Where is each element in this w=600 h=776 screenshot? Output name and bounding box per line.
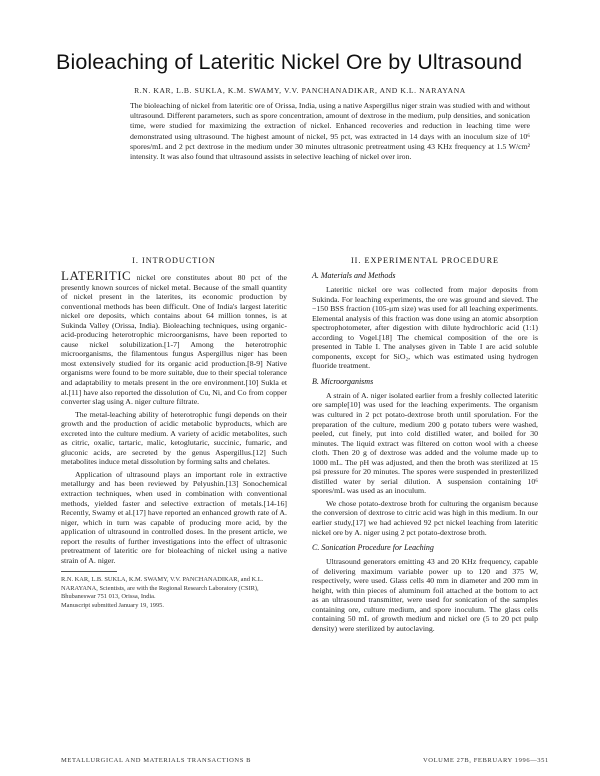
intro-paragraph-3: Application of ultrasound plays an important role in extractive metallurgy and has been reviewed by Pelyushin.[13] Sonochemical extraction techniques, when used in combination with conventional methods, yielded faster and selective extraction of metals.[14-16] Recently, Swamy et al.[17] have reported an enhanced growth rate of A. niger, which in turn was capable of producing more acid, by the application of ultrasound in controlled doses. In the present article, we report the results of further investigations into the effect of ultrasonic pretreatment of lateritic ore for bioleaching of nickel using a native strain of A. niger. bbox=[61, 469, 287, 565]
sonication-paragraph: Ultrasound generators emitting 43 and 20 KHz frequency, capable of delivering maximum variable power up to 120 and 375 W, respectively, were used. Glass cells 40 mm in diameter and 200 mm in height, with thin pieces of aluminum foil attached at the bottom to act as an ultrasound transmitter, were used for sonication of the samples containing ore, culture medium, and spore inoculum. The glass cells containing 50 mL of growth medium and nickel ore (5 to 20 pct pulp density) were sterilized by autoclaving. bbox=[312, 557, 538, 633]
footnote-block bbox=[61, 576, 287, 610]
intro-paragraph-1-text: nickel ore constitutes about 80 pct of the presently known sources of nickel metal. Because of the small quantity of nickel present in the laterites, its economic production by conventional methods has been difficult. One of India's largest lateritic nickel ore deposits, which contains about 64 million tonnes, is at Sukinda Valley (Orissa, India). Bioleaching techniques, using organic-acid-producing heterotrophic microorganisms, have been reported to cause nickel solubilization.[1-7] Among the heterotrophic microorganisms, the filamentous fungus Aspergillus niger has been most extensively studied for its organic acid production.[8-9] Native organisms were found to be more suitable, due to their special tolerance and adaptability to metals present in the ore environment.[10] Sukla et al.[11] have also reported the dissolution of Cu, Ni, and Co from copper converter slag using A. niger culture filtrate. bbox=[61, 273, 287, 407]
intro-paragraph-2: The metal-leaching ability of heterotrophic fungi depends on their growth and the production of acidic metabolic byproducts, which are excreted into the culture medium. A variety of acidic metabolites, such as citric, oxalic, tartaric, malic, ketoglutaric, succinic, fumaric, and gluconic acids, are secreted by the genus Aspergillus.[12] Such metabolites induce metal dissolution by forming salts and chelates. bbox=[61, 409, 287, 467]
subheading-sonication: C. Sonication Procedure for Leaching bbox=[312, 543, 434, 553]
footnote-affiliation: R.N. KAR, L.B. SUKLA, K.M. SWAMY, V.V. PANCHANADIKAR, and K.L. NARAYANA, Scientists, are with the Regional Research Laboratory (CSIR), Bhubaneswar 751 013, Orissa, India. bbox=[61, 576, 264, 600]
paper-title: Bioleaching of Lateritic Nickel Ore by Ultrasound bbox=[56, 50, 523, 74]
microorganisms-paragraph-2: We chose potato-dextrose broth for culturing the organism because the conversion of dextrose to citric acid was high in this medium. In our earlier study,[17] we had achieved 92 pct nickel leaching from lateritic nickel ore by A. niger using 2 pct potato-dextrose broth. bbox=[312, 498, 538, 537]
dropcap-word: LATERITIC bbox=[61, 268, 132, 283]
subheading-microorganisms: B. Microorganisms bbox=[312, 376, 374, 386]
footnote-rule bbox=[61, 571, 117, 572]
footer-journal: METALLURGICAL AND MATERIALS TRANSACTIONS B bbox=[61, 757, 252, 764]
section-heading-introduction: I. INTRODUCTION bbox=[132, 256, 216, 265]
right-column bbox=[312, 256, 538, 637]
footer-page-info: VOLUME 27B, FEBRUARY 1996—351 bbox=[423, 757, 549, 764]
left-column bbox=[61, 256, 287, 611]
subheading-materials: A. Materials and Methods bbox=[312, 271, 396, 280]
section-heading-experimental: II. EXPERIMENTAL PROCEDURE bbox=[350, 256, 500, 265]
footnote-submitted: Manuscript submitted January 19, 1995. bbox=[61, 602, 164, 610]
intro-paragraph-1 bbox=[61, 268, 287, 407]
author-list: R.N. KAR, L.B. SUKLA, K.M. SWAMY, V.V. PANCHANADIKAR, AND K.L. NARAYANA bbox=[134, 86, 466, 95]
abstract: The bioleaching of nickel from lateritic ore of Orissa, India, using a native Aspergillus niger strain was studied with and without ultrasound. Different parameters, such as spore concentration, amount of dextrose in the medium, pulp densities, and sonication time, were studied for maximizing the extraction of nickel. Enhanced recoveries and reduction in leaching time were demonstrated using ultrasound. The highest amount of nickel, 95 pct, was extracted in 14 days with an inoculum size of 10⁶ spores/mL and 2 pct dextrose in the medium under 30 minutes ultrasonic pretreatment using 43 KHz frequency at 1.5 W/cm² intensity. It was also found that ultrasound assists in selective leaching of nickel over iron. bbox=[130, 101, 531, 162]
microorganisms-paragraph-1: A strain of A. niger isolated earlier from a freshly collected lateritic ore sample[10] was used for the leaching experiments. The organism was cultured in 2 pct potato-dextrose broth until sporulation. For the preparation of the culture, medium 200 g potato tubers were washed, peeled, cut finely, put into cold distilled water, and boiled for 30 minutes. The liquid extract was filtered on cotton wool with a cheese cloth. Then 20 g of dextrose was added and the volume made up to 1000 mL. The pH was adjusted, and then the broth was sterilized at 15 psi pressure for 20 minutes. The spores were suspended in presterilized distilled water by serial dilution. A suspension containing 10⁶ spores/mL was used as an inoculum. bbox=[312, 390, 538, 496]
materials-paragraph: Lateritic nickel ore was collected from major deposits from Sukinda. For leaching experiments, the ore was ground and sieved. The −150 BSS fraction (105-μm size) was used for all leaching experiments. Elemental analysis of this fraction was done using an atomic absorption spectrophotometer, after digestion with dilute hydrochloric acid (1:1) according to Vogel.[18] The chemical composition of the ore is presented in Table I. The analyses given in Table I are acid soluble components, except for SiO₂, which was estimated using hydrogen fluoride treatment. bbox=[312, 285, 538, 371]
